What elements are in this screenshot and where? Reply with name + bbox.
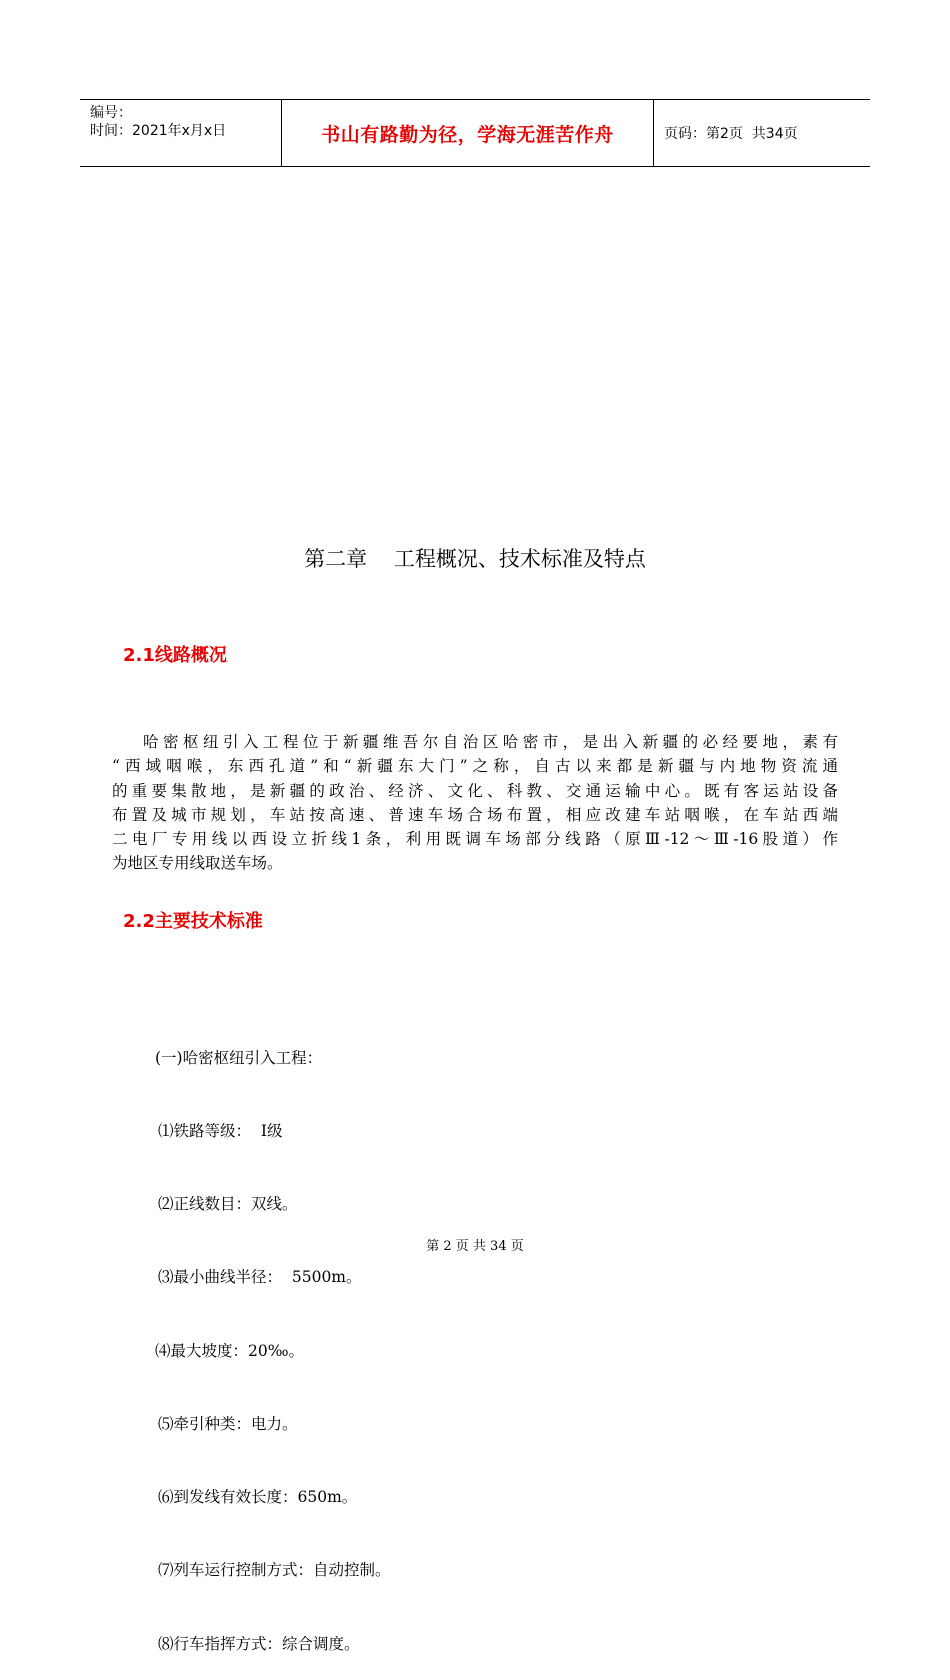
tech-standards-list <box>155 997 391 1680</box>
paragraph-line: 哈密枢纽引入工程位于新疆维吾尔自治区哈密市，是出入新疆的必经要地，素有 <box>143 733 838 751</box>
list-item: ⑷最大坡度：20‰。 <box>155 1341 305 1360</box>
list-title: (一)哈密枢纽引入工程： <box>155 1048 323 1067</box>
list-item: ⑴铁路等级： Ⅰ级 <box>158 1122 283 1141</box>
section-heading-2-1: 2.1线路概况 <box>123 645 227 666</box>
time-label: 时间：2021年x月x日 <box>90 123 227 139</box>
paragraph-line: 的重要集散地，是新疆的政治、经济、文化、科教、交通运输中心。既有客运站设备 <box>112 781 838 800</box>
page-footer: 第 2 页 共 34 页 <box>426 1239 524 1254</box>
paragraph-line: 为地区专用线取送车场。 <box>112 854 283 873</box>
chapter-title: 第二章 工程概况、技术标准及特点 <box>304 547 646 571</box>
header-meta-cell <box>80 100 282 166</box>
section-2-1-paragraph <box>112 730 838 876</box>
header-page-cell <box>654 100 870 166</box>
list-item: ⑸牵引种类：电力。 <box>158 1414 298 1433</box>
list-item: ⑵正线数目：双线。 <box>158 1195 298 1214</box>
paragraph-line: “西域咽喉，东西孔道”和“新疆东大门”之称，自古以来都是新疆与内地物资流通 <box>112 757 838 776</box>
paragraph-line: 二电厂专用线以西设立折线1条，利用既调车场部分线路（原Ⅲ-12～Ⅲ-16股道）作 <box>112 830 838 849</box>
list-item: ⑹到发线有效长度：650m。 <box>158 1488 358 1507</box>
number-label: 编号： <box>90 105 132 121</box>
paragraph-line: 布置及城市规划，车站按高速、普速车场合场布置，相应改建车站咽喉，在车站西端 <box>112 805 838 824</box>
motto-text: 书山有路勤为径，学海无涯苦作舟 <box>321 123 614 146</box>
header-motto-cell <box>282 100 654 166</box>
list-item: ⑶最小曲线半径： 5500m。 <box>158 1268 362 1287</box>
page-code: 页码：第2页 共34页 <box>664 126 798 142</box>
list-item: ⑻行车指挥方式：综合调度。 <box>158 1634 360 1653</box>
list-item: ⑺列车运行控制方式：自动控制。 <box>158 1561 391 1580</box>
section-heading-2-2: 2.2主要技术标准 <box>123 911 263 932</box>
page-header <box>80 99 870 167</box>
